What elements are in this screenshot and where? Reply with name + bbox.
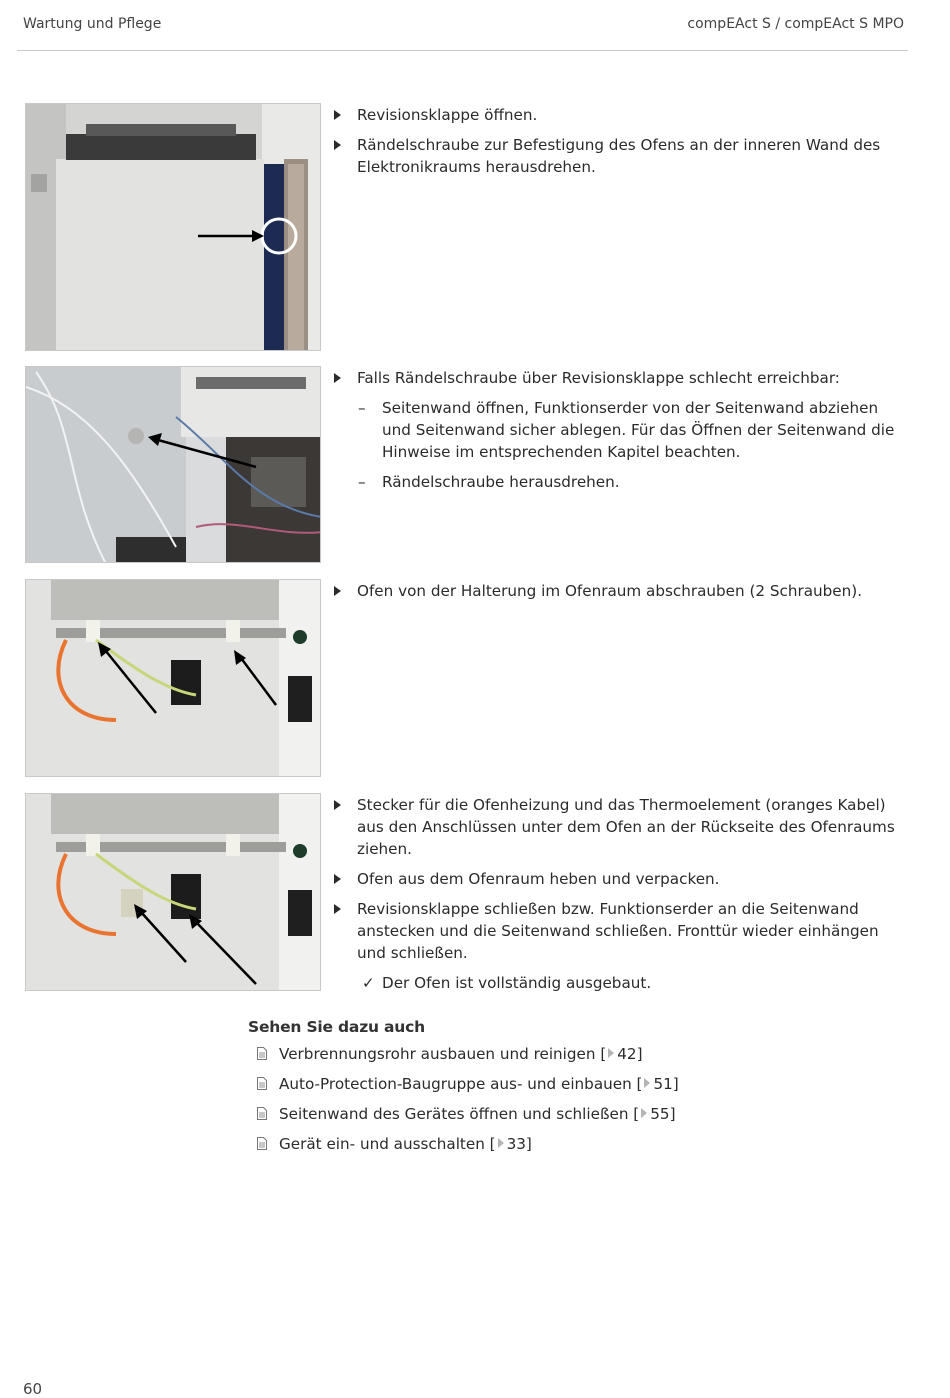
step-text: Rändelschraube zur Befestigung des Ofens an der inneren Wand des Elektronikraums herausdrehen. bbox=[357, 136, 881, 176]
triangle-bullet-icon bbox=[334, 586, 341, 596]
document-icon bbox=[257, 1047, 267, 1060]
link-page[interactable]: 42] bbox=[617, 1045, 643, 1063]
substep-text: Seitenwand öffnen, Funktionserder von der Seitenwand abziehen und Seitenwand sicher ablegen. Für das Öffnen der Seitenwand die Hinweise im entsprechenden Kapitel beachten. bbox=[382, 399, 895, 461]
step-item bbox=[331, 794, 911, 860]
triangle-bullet-icon bbox=[334, 874, 341, 884]
step-item bbox=[331, 367, 911, 389]
step-text: Ofen von der Halterung im Ofenraum abschrauben (2 Schrauben). bbox=[357, 582, 863, 600]
photo-oven-mount bbox=[25, 579, 321, 777]
steps-block-4 bbox=[331, 794, 911, 1002]
photo-oven-connectors bbox=[25, 793, 321, 991]
result-item bbox=[331, 972, 911, 994]
page-number: 60 bbox=[23, 1380, 43, 1398]
link-text[interactable]: Seitenwand des Gerätes öffnen und schließen [ bbox=[279, 1105, 640, 1123]
triangle-bullet-icon bbox=[334, 110, 341, 120]
result-text: Der Ofen ist vollständig ausgebaut. bbox=[382, 974, 652, 992]
page-ref-arrow-icon bbox=[608, 1048, 614, 1058]
step-item bbox=[331, 580, 911, 602]
step-item bbox=[331, 898, 911, 964]
header-section: Wartung und Pflege bbox=[23, 16, 162, 32]
step-item bbox=[331, 868, 911, 890]
dash-bullet: – bbox=[358, 399, 366, 417]
link-text[interactable]: Verbrennungsrohr ausbauen und reinigen [ bbox=[279, 1045, 607, 1063]
substep-item bbox=[331, 471, 911, 493]
link-page[interactable]: 33] bbox=[506, 1135, 532, 1153]
header-divider bbox=[17, 50, 908, 51]
checkmark-icon: ✓ bbox=[362, 974, 375, 992]
link-text[interactable]: Gerät ein- und ausschalten [ bbox=[279, 1135, 496, 1153]
document-icon bbox=[257, 1107, 267, 1120]
step-text: Ofen aus dem Ofenraum heben und verpacken. bbox=[357, 870, 720, 888]
substep-item bbox=[331, 397, 911, 463]
step-text: Falls Rändelschraube über Revisionsklappe schlecht erreichbar: bbox=[357, 369, 840, 387]
document-icon bbox=[257, 1137, 267, 1150]
page-ref-arrow-icon bbox=[644, 1078, 650, 1088]
link-page[interactable]: 55] bbox=[650, 1105, 676, 1123]
steps-block-1 bbox=[331, 104, 911, 186]
triangle-bullet-icon bbox=[334, 904, 341, 914]
page-ref-arrow-icon bbox=[641, 1108, 647, 1118]
page-ref-arrow-icon bbox=[498, 1138, 504, 1148]
document-icon bbox=[257, 1077, 267, 1090]
step-item bbox=[331, 104, 911, 126]
link-text[interactable]: Auto-Protection-Baugruppe aus- und einbauen [ bbox=[279, 1075, 643, 1093]
see-also-link[interactable] bbox=[248, 1043, 848, 1065]
triangle-bullet-icon bbox=[334, 373, 341, 383]
photo-side-wall bbox=[25, 366, 321, 563]
link-page[interactable]: 51] bbox=[653, 1075, 679, 1093]
triangle-bullet-icon bbox=[334, 140, 341, 150]
step-text: Stecker für die Ofenheizung und das Thermoelement (oranges Kabel) aus den Anschlüssen unter dem Ofen an der Rückseite des Ofenraums ziehen. bbox=[357, 796, 895, 858]
see-also-link[interactable] bbox=[248, 1073, 848, 1095]
substep-text: Rändelschraube herausdrehen. bbox=[382, 473, 620, 491]
step-text: Revisionsklappe schließen bzw. Funktionserder an die Seitenwand anstecken und die Seitenwand schließen. Fronttür wieder einhängen und schließen. bbox=[357, 900, 879, 962]
header-product: compEAct S / compEAct S MPO bbox=[687, 16, 904, 32]
see-also-section bbox=[248, 1018, 848, 1163]
dash-bullet: – bbox=[358, 473, 366, 491]
triangle-bullet-icon bbox=[334, 800, 341, 810]
steps-block-3 bbox=[331, 580, 911, 610]
see-also-link[interactable] bbox=[248, 1133, 848, 1155]
steps-block-2 bbox=[331, 367, 911, 501]
step-text: Revisionsklappe öffnen. bbox=[357, 106, 538, 124]
step-item bbox=[331, 134, 911, 178]
photo-revision-flap bbox=[25, 103, 321, 351]
see-also-title: Sehen Sie dazu auch bbox=[248, 1018, 425, 1036]
see-also-link[interactable] bbox=[248, 1103, 848, 1125]
